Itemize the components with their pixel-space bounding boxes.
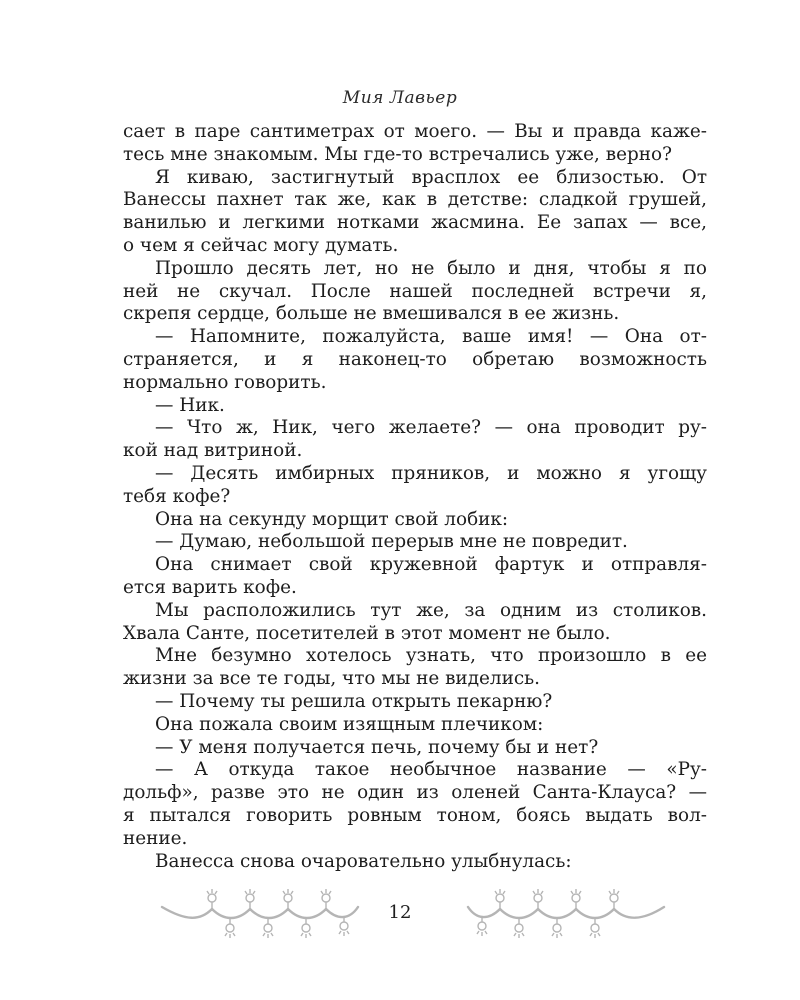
text-line: скрепя сердце, больше не вмешивался в ее жизнь. — [123, 303, 620, 325]
text-line: — Десять имбирных пряников, и можно я угощу — [155, 462, 707, 484]
text-line: тебя кофе? — [123, 485, 231, 507]
text-line: нение. — [123, 827, 188, 849]
body-text — [123, 121, 707, 873]
text-line: страняется, и я наконец-то обретаю возможность — [123, 348, 707, 370]
text-line: Прошло десять лет, но не было и дня, чтобы я по — [155, 257, 707, 279]
text-line: Она на секунду морщит свой лобик: — [155, 508, 509, 530]
text-line: Она снимает свой кружевной фартук и отправля- — [155, 554, 707, 576]
text-line: ется варить кофе. — [123, 576, 297, 598]
text-line: Ванесса снова очаровательно улыбнулась: — [155, 850, 572, 872]
text-line: Мы расположились тут же, за одним из столиков. — [155, 599, 707, 621]
text-line: Хвала Санте, посетителей в этот момент не было. — [123, 622, 611, 644]
text-line: ванилью и легкими нотками жасмина. Ее запах — все, — [123, 212, 707, 234]
text-line: — А откуда такое необычное название — «Ру- — [155, 759, 707, 781]
text-line: я пытался говорить ровным тоном, боясь выдать вол- — [123, 804, 707, 826]
text-line: — Напомните, пожалуйста, ваше имя! — Она от- — [155, 326, 707, 348]
text-line: дольф», разве это не один из оленей Санта-Клауса? — — [123, 782, 707, 804]
garland-ornament-right-icon — [466, 885, 666, 945]
text-line: ней не скучал. После нашей последней встречи я, — [123, 280, 707, 302]
text-line: — Ник. — [155, 394, 225, 416]
text-line: сает в паре сантиметрах от моего. — Вы и правда каже- — [123, 121, 707, 142]
text-line: тесь мне знакомым. Мы где-то встречались уже, верно? — [123, 143, 672, 165]
text-line: Ванессы пахнет так же, как в детстве: сладкой грушей, — [123, 189, 707, 211]
text-line: о чем я сейчас могу думать. — [123, 234, 399, 256]
text-line: жизни за все те годы, что мы не виделись. — [123, 668, 540, 690]
text-line: Я киваю, застигнутый врасплох ее близостью. От — [155, 166, 707, 188]
text-line: — У меня получается печь, почему бы и нет? — [155, 736, 599, 758]
text-line: — Что ж, Ник, чего желаете? — она проводит ру- — [155, 417, 707, 439]
text-line: нормально говорить. — [123, 371, 327, 393]
text-line: — Почему ты решила открыть пекарню? — [155, 690, 553, 712]
page-footer — [0, 885, 800, 945]
text-line: Мне безумно хотелось узнать, что произошло в ее — [155, 645, 707, 667]
text-line: Она пожала своим изящным плечиком: — [155, 713, 544, 735]
text-line: — Думаю, небольшой перерыв мне не повредит. — [155, 531, 628, 553]
page-number: 12 — [388, 902, 412, 923]
running-head-author: Мия Лавьер — [342, 88, 458, 108]
text-line: кой над витриной. — [123, 440, 303, 462]
